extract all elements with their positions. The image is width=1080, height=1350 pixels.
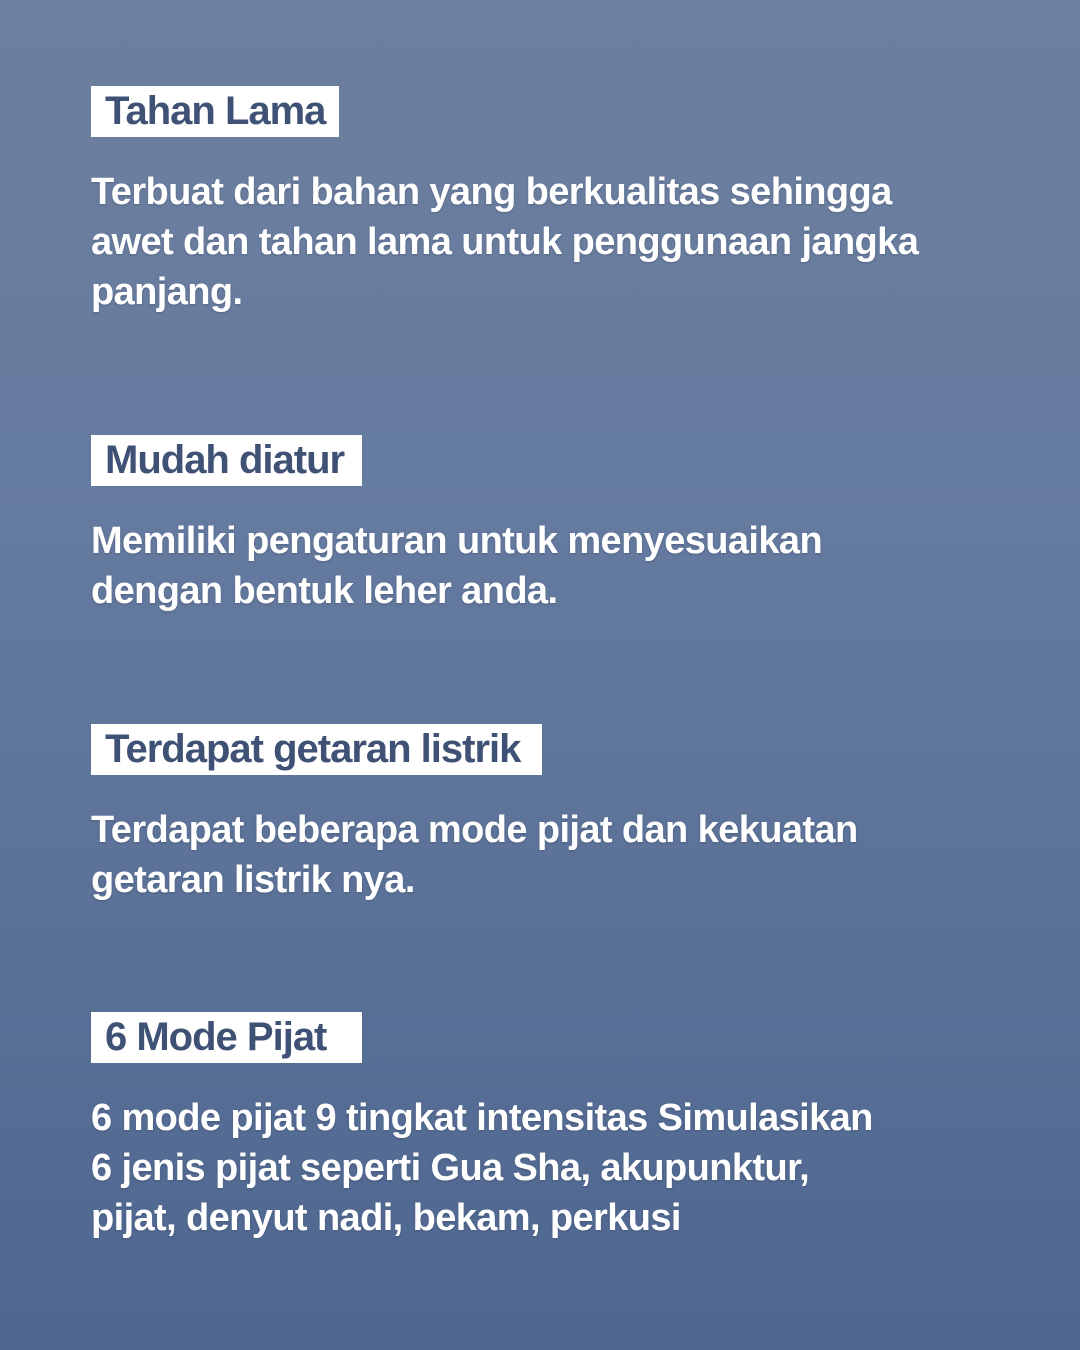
feature-description bbox=[91, 805, 991, 905]
description-line: Terbuat dari bahan yang berkualitas sehingga bbox=[91, 171, 892, 213]
description-line: 6 mode pijat 9 tingkat intensitas Simulasikan bbox=[91, 1097, 873, 1139]
description-line: Memiliki pengaturan untuk menyesuaikan bbox=[91, 520, 823, 562]
description-line: awet dan tahan lama untuk penggunaan jangka bbox=[91, 221, 919, 263]
description-line: panjang. bbox=[91, 271, 243, 313]
feature-tahan-lama bbox=[91, 86, 991, 317]
description-line: dengan bentuk leher anda. bbox=[91, 570, 558, 612]
description-line: 6 jenis pijat seperti Gua Sha, akupunktur, bbox=[91, 1147, 810, 1189]
feature-mudah-diatur bbox=[91, 435, 991, 616]
description-line: Terdapat beberapa mode pijat dan kekuatan bbox=[91, 809, 858, 851]
feature-description bbox=[91, 1093, 991, 1243]
feature-title: Mudah diatur bbox=[91, 435, 362, 486]
feature-mode-pijat bbox=[91, 1012, 991, 1243]
feature-title: 6 Mode Pijat bbox=[91, 1012, 362, 1063]
feature-getaran-listrik bbox=[91, 724, 991, 905]
feature-description bbox=[91, 167, 991, 317]
description-line: pijat, denyut nadi, bekam, perkusi bbox=[91, 1197, 681, 1239]
feature-title: Terdapat getaran listrik bbox=[91, 724, 542, 775]
feature-title: Tahan Lama bbox=[91, 86, 339, 137]
feature-description bbox=[91, 516, 991, 616]
description-line: getaran listrik nya. bbox=[91, 859, 415, 901]
